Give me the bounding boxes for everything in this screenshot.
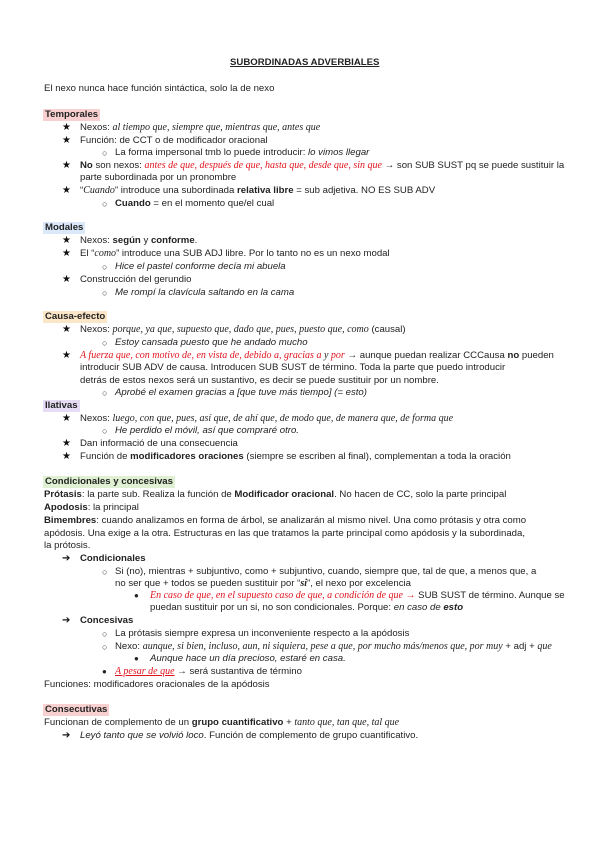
star-bullet-icon: ★	[62, 160, 71, 171]
circle-bullet-icon: ○	[102, 288, 108, 298]
text-line: apódosis. Una exige a la otra. Estructuras en las que tratamos la parte principal como apódosis y la subordinada,	[44, 528, 526, 539]
circle-bullet-icon: ○	[102, 642, 108, 652]
star-bullet-icon: ★	[62, 248, 71, 259]
text-line: A pesar de que → será sustantiva de término	[115, 666, 302, 677]
text-line: Función: de CCT o de modificador oracional	[80, 135, 268, 146]
text-line: A fuerza que, con motivo de, en vista de, debido a, gracias a y por → aunque puedan realizar CCCausa no pueden	[80, 350, 554, 361]
heading-temporales: Temporales	[45, 109, 99, 120]
star-bullet-icon: ★	[62, 451, 71, 462]
text-line: no ser que + todos se pueden sustituir por “si”, el nexo por excelencia	[115, 578, 411, 589]
text-line: Nexo: aunque, si bien, incluso, aun, ni siquiera, pese a que, por mucho más/menos que, por muy + adj + que	[115, 641, 552, 652]
circle-bullet-icon: ○	[102, 629, 108, 639]
text-line: La prótasis siempre expresa un inconveniente respecto a la apódosis	[115, 628, 410, 639]
text-line: Funciones: modificadores oracionales de la apódosis	[44, 679, 270, 690]
heading-condicionales-concesivas: Condicionales y concesivas	[45, 476, 173, 487]
subheading-condicionales: Condicionales	[80, 553, 146, 564]
text-line: En caso de que, en el supuesto caso de que, a condición de que → SUB SUST de término. Aunque se	[150, 590, 565, 601]
circle-bullet-icon: ○	[102, 338, 108, 348]
filled-bullet-icon: ●	[134, 591, 139, 600]
arrow-bullet-icon: ➔	[62, 730, 71, 741]
text-line: parte subordinada por un pronombre	[80, 172, 237, 183]
text-line: Funcionan de complemento de un grupo cuantificativo + tanto que, tan que, tal que	[44, 717, 400, 728]
heading-ilativas: Ilativas	[45, 400, 78, 411]
subheading-concesivas: Concesivas	[80, 615, 134, 626]
text-line: Si (no), mientras + subjuntivo, como + subjuntivo, cuando, siempre que, tal de que, a menos que, a	[115, 566, 537, 577]
circle-bullet-icon: ○	[102, 199, 108, 209]
filled-bullet-icon: ●	[134, 654, 139, 663]
text-line: Dan informació de una consecuencia	[80, 438, 238, 449]
circle-bullet-icon: ○	[102, 567, 108, 577]
text-line: Construcción del gerundio	[80, 274, 192, 285]
text-line: Me rompí la clavícula saltando en la cama	[115, 287, 295, 298]
circle-bullet-icon: ○	[102, 388, 108, 398]
star-bullet-icon: ★	[62, 350, 71, 361]
heading-causa-efecto: Causa-efecto	[45, 311, 106, 322]
text-line: introducir SUB ADV de causa. Introducen SUB SUST de término. Toda la parte que puedo introducir	[80, 362, 506, 373]
text-line: El “como” introduce una SUB ADJ libre. Por lo tanto no es un nexo modal	[80, 248, 390, 259]
text-line: He perdido el móvil, así que compraré otro.	[115, 425, 299, 436]
text-line: la prótosis.	[44, 540, 91, 551]
text-line: Función de modificadores oraciones (siempre se escriben al final), complementan a toda la oración	[80, 451, 511, 462]
text-line: Nexos: porque, ya que, supuesto que, dado que, pues, puesto que, como (causal)	[80, 324, 406, 335]
star-bullet-icon: ★	[62, 324, 71, 335]
star-bullet-icon: ★	[62, 413, 71, 424]
text-line: Nexos: al tiempo que, siempre que, mientras que, antes que	[80, 122, 321, 133]
circle-bullet-icon: ○	[102, 148, 108, 158]
star-bullet-icon: ★	[62, 438, 71, 449]
text-line: Aprobé el examen gracias a [que tuve más tiempo] (= esto)	[115, 387, 367, 398]
text-line: Nexos: según y conforme.	[80, 235, 198, 246]
text-line: La forma impersonal tmb lo puede introducir: lo vimos llegar	[115, 147, 370, 158]
heading-modales: Modales	[45, 222, 84, 233]
star-bullet-icon: ★	[62, 122, 71, 133]
heading-consecutivas: Consecutivas	[45, 704, 108, 715]
text-line: Cuando = en el momento que/el cual	[115, 198, 275, 209]
text-line: Estoy cansada puesto que he andado mucho	[115, 337, 308, 348]
circle-bullet-icon: ○	[102, 426, 108, 436]
text-line: Aunque hace un día precioso, estaré en casa.	[150, 653, 346, 664]
text-line: No son nexos: antes de que, después de que, hasta que, desde que, sin que → son SUB SUST pq se puede sustituir la	[80, 160, 565, 171]
page-title: SUBORDINADAS ADVERBIALES	[230, 57, 380, 68]
text-line: Nexos: luego, con que, pues, así que, de ahí que, de modo que, de manera que, de forma que	[80, 413, 454, 424]
star-bullet-icon: ★	[62, 185, 71, 196]
text-line: Prótasis: la parte sub. Realiza la función de Modificador oracional. No hacen de CC, solo la parte principal	[44, 489, 507, 500]
text-line: Hice el pastel conforme decía mi abuela	[115, 261, 286, 272]
star-bullet-icon: ★	[62, 235, 71, 246]
text-line: Leyó tanto que se volvió loco. Función de complemento de grupo cuantificativo.	[80, 730, 419, 741]
intro-text: El nexo nunca hace función sintáctica, solo la de nexo	[44, 83, 275, 94]
text-line: detrás de estos nexos será un sustantivo, es decir se puede sustituir por un nombre.	[80, 375, 439, 386]
arrow-bullet-icon: ➔	[62, 615, 71, 626]
arrow-bullet-icon: ➔	[62, 553, 71, 564]
filled-bullet-icon: ●	[102, 667, 107, 676]
text-line: Bimembres: cuando analizamos en forma de árbol, se analizarán al mismo nivel. Una como prótasis y otra como	[44, 515, 527, 526]
circle-bullet-icon: ○	[102, 262, 108, 272]
text-line: “Cuando” introduce una subordinada relativa libre = sub adjetiva. NO ES SUB ADV	[80, 185, 436, 196]
star-bullet-icon: ★	[62, 135, 71, 146]
text-line: puedan sustituir por un si, no son condicionales. Porque: en caso de esto	[150, 602, 464, 613]
star-bullet-icon: ★	[62, 274, 71, 285]
text-line: Apodosis: la principal	[44, 502, 139, 513]
